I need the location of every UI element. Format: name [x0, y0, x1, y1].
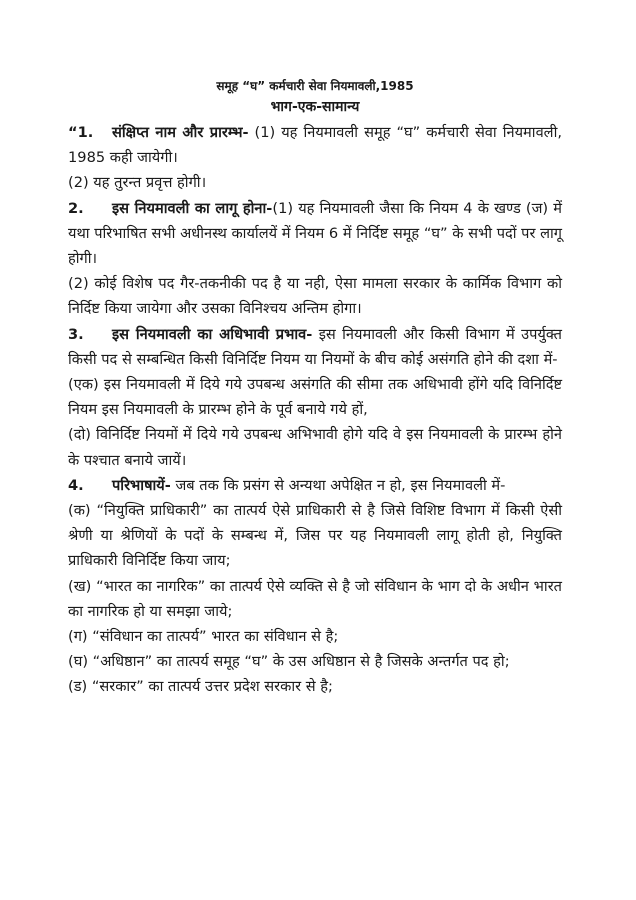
definition-text: (क) “नियुक्ति प्राधिकारी” का तात्पर्य ऐसे प्राधिकारी से है जिसे विशिष्ट विभाग में किसी ऐसी श्रेणी या श्रेणियों के पदों के सम्बन्ध में, जिस पर यह नियमावली लागू होती हो, नियुक्ति प्राधिकारी विनिर्दिष्ट किया जाय;: [68, 502, 562, 570]
rule-3-clause-ek: [68, 372, 562, 422]
rule-text: (2) यह तुरन्त प्रवृत्त होगी।: [68, 174, 207, 192]
definition-ga: [68, 624, 562, 649]
rule-text: (1) यह नियमावली समूह “घ” कर्मचारी सेवा नियमावली, 1985 कही जायेगी।: [68, 124, 562, 167]
rule-1-paragraph: [68, 120, 562, 170]
rule-number: “1.: [68, 124, 94, 141]
rule-text: (2) कोई विशेष पद गैर-तकनीकी पद है या नही, ऐसा मामला सरकार के कार्मिक विभाग को निर्दिष्ट किया जायेगा और उसका विनिश्चय अन्तिम होगा।: [68, 275, 562, 318]
definition-ka: [68, 498, 562, 574]
definition-text: (ख) “भारत का नागरिक” का तात्पर्य ऐसे व्यक्ति से है जो संविधान के भाग दो के अधीन भारत का नागरिक हो या समझा जाये;: [68, 577, 562, 620]
definition-text: (घ) “अधिष्ठान” का तात्पर्य समूह “घ” के उस अधिष्ठान से है जिसके अन्तर्गत पद हो;: [68, 653, 510, 671]
rule-3-clause-do: [68, 422, 562, 472]
definition-da: [68, 674, 562, 699]
rule-4-paragraph: [68, 473, 562, 498]
rule-text: जब तक कि प्रसंग से अन्यथा अपेक्षित न हो, इस नियमावली में-: [170, 476, 506, 494]
rule-text: (1) यह नियमावली जैसा कि नियम 4 के खण्ड (ज) में यथा परिभाषित सभी अधीनस्थ कार्यालयें में नियम 6 में निर्दिष्ट समूह “घ” के सभी पदों पर लागू होगी।: [68, 199, 563, 268]
rule-2-subclause-2: [68, 271, 562, 321]
definition-kha: [68, 574, 562, 624]
rule-text: इस नियमावली और किसी विभाग में उपर्युक्त किसी पद से सम्बन्धित किसी विनिर्दिष्ट नियम या नियमों के बीच कोई असंगति होने की दशा में-: [68, 325, 562, 368]
rule-heading: संक्षिप्त नाम और प्रारम्भ-: [112, 124, 249, 141]
rule-number: 2.: [68, 199, 84, 217]
part-heading: भाग-एक-सामान्य: [270, 99, 360, 115]
rule-heading: परिभाषायें-: [112, 476, 171, 494]
rule-text: (एक) इस नियमावली में दिये गये उपबन्ध असंगति की सीमा तक अधिभावी होंगे यदि विनिर्दिष्ट नियम इस नियमावली के प्रारम्भ होने के पूर्व बनाये गये हों,: [68, 376, 562, 419]
rule-number: 3.: [68, 325, 84, 343]
rule-number: 4.: [68, 476, 84, 494]
rule-1-subclause-2: [68, 170, 562, 195]
rule-3-paragraph: [68, 322, 562, 372]
document-page: [68, 76, 562, 700]
rule-text: (दो) विनिर्दिष्ट नियमों में दिये गये उपबन्ध अभिभावी होगे यदि वे इस नियमावली के प्रारम्भ होने के पश्चात बनाये जायें।: [68, 426, 562, 469]
definition-text: (ड) “सरकार” का तात्पर्य उत्तर प्रदेश सरकार से है;: [68, 678, 333, 696]
document-title: समूह “घ” कर्मचारी सेवा नियमावली,1985: [216, 79, 414, 93]
rule-2-paragraph: [68, 196, 562, 272]
document-body: [68, 120, 562, 700]
definition-text: (ग) “संविधान का तात्पर्य” भारत का संविधान से है;: [68, 628, 339, 646]
definition-gha: [68, 649, 562, 674]
rule-heading: इस नियमावली का अधिभावी प्रभाव-: [112, 325, 313, 343]
rule-heading: इस नियमावली का लागू होना-: [112, 199, 273, 217]
